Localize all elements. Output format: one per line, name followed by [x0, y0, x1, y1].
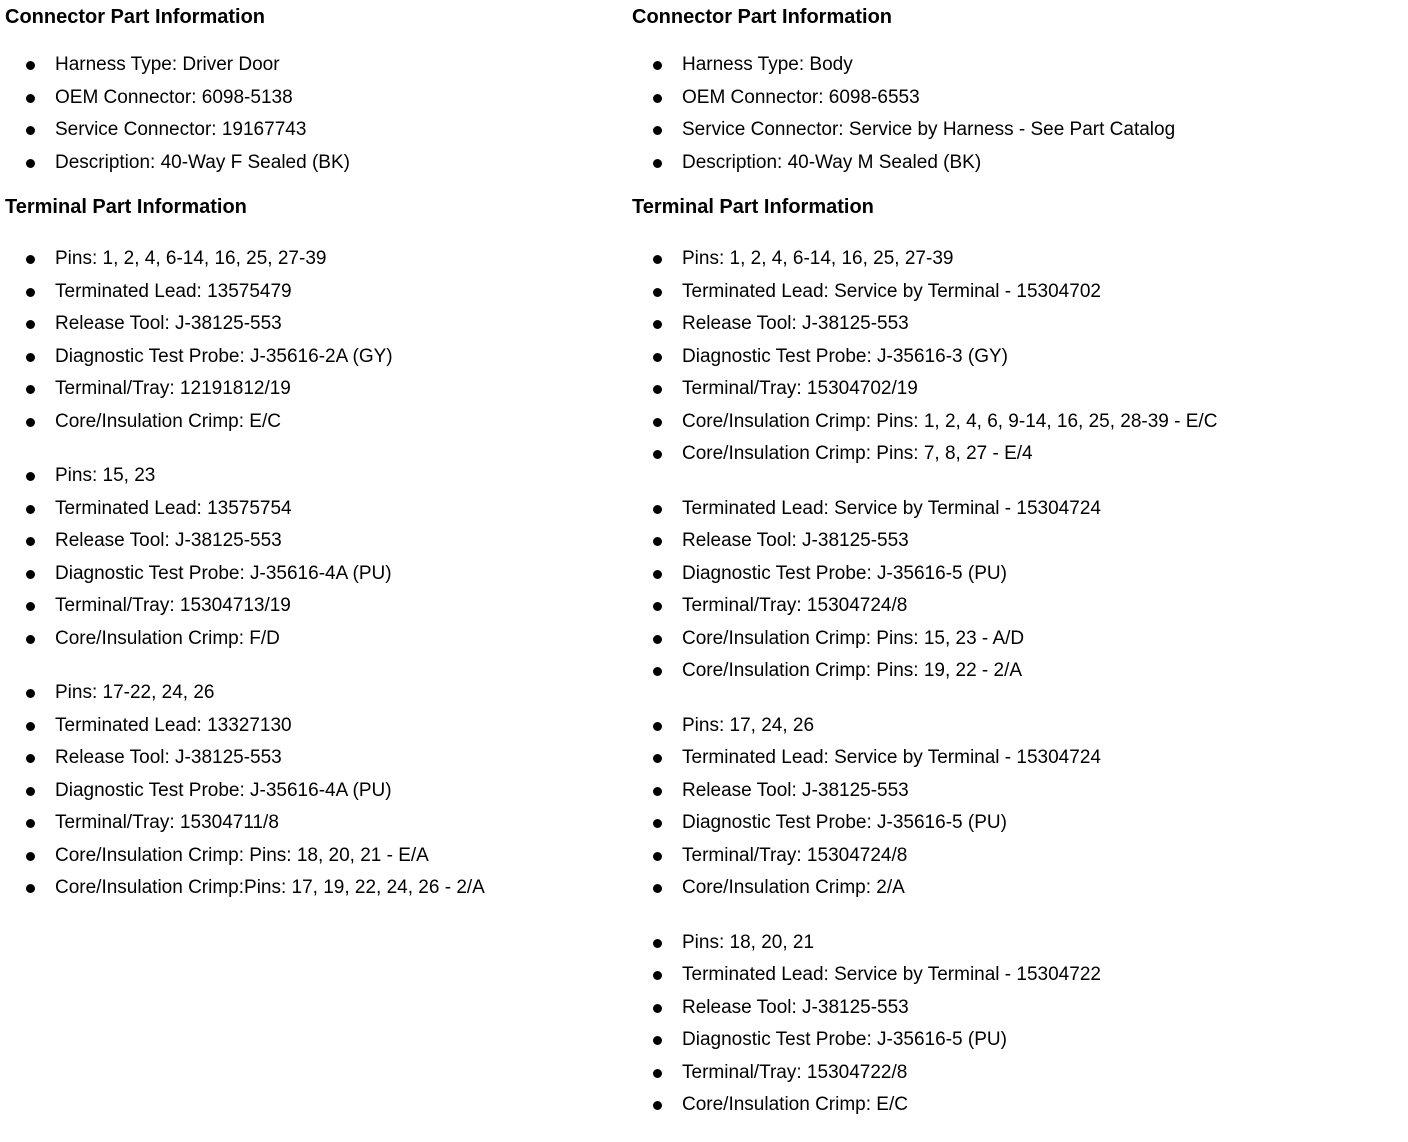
spec-item: Terminal/Tray: 12191812/19	[55, 373, 632, 406]
spec-item: Core/Insulation Crimp: F/D	[55, 623, 632, 656]
terminal-spec-group	[632, 927, 1408, 1122]
spec-item: Diagnostic Test Probe: J-35616-3 (GY)	[682, 341, 1408, 374]
spec-item: Service Connector: Service by Harness - See Part Catalog	[682, 114, 1408, 147]
spec-item: Terminated Lead: Service by Terminal - 15304724	[682, 742, 1408, 775]
spec-item: Terminal/Tray: 15304702/19	[682, 373, 1408, 406]
left-column	[5, 5, 632, 905]
spec-item: Diagnostic Test Probe: J-35616-5 (PU)	[682, 807, 1408, 840]
spec-item: Diagnostic Test Probe: J-35616-5 (PU)	[682, 558, 1408, 591]
terminal-part-information-heading: Terminal Part Information	[632, 196, 874, 218]
connector-spec-list	[5, 49, 632, 179]
spec-item: Description: 40-Way M Sealed (BK)	[682, 147, 1408, 180]
connector-spec-list	[632, 49, 1408, 179]
terminal-spec-group	[632, 243, 1408, 471]
connector-part-information-heading: Connector Part Information	[5, 6, 266, 28]
spec-item: OEM Connector: 6098-5138	[55, 82, 632, 115]
spec-item: Core/Insulation Crimp: E/C	[682, 1089, 1408, 1122]
spec-item: Release Tool: J-38125-553	[682, 775, 1408, 808]
spec-item: Terminated Lead: Service by Terminal - 15304702	[682, 276, 1408, 309]
terminal-part-information-heading: Terminal Part Information	[5, 196, 247, 218]
spec-item: Terminal/Tray: 15304722/8	[682, 1057, 1408, 1090]
spec-item: Core/Insulation Crimp: Pins: 18, 20, 21 - E/A	[55, 840, 632, 873]
spec-item: Pins: 17-22, 24, 26	[55, 677, 632, 710]
spec-item: Description: 40-Way F Sealed (BK)	[55, 147, 632, 180]
spec-item: Diagnostic Test Probe: J-35616-2A (GY)	[55, 341, 632, 374]
spec-item: Terminal/Tray: 15304711/8	[55, 807, 632, 840]
spec-item: Service Connector: 19167743	[55, 114, 632, 147]
spec-item: Diagnostic Test Probe: J-35616-4A (PU)	[55, 558, 632, 591]
spec-item: Core/Insulation Crimp: 2/A	[682, 872, 1408, 905]
terminal-spec-group	[5, 677, 632, 905]
spec-item: Terminal/Tray: 15304724/8	[682, 590, 1408, 623]
spec-item: Core/Insulation Crimp:Pins: 17, 19, 22, 24, 26 - 2/A	[55, 872, 632, 905]
spec-item: Release Tool: J-38125-553	[682, 308, 1408, 341]
spec-item: Pins: 15, 23	[55, 460, 632, 493]
spec-item: Release Tool: J-38125-553	[55, 742, 632, 775]
spec-item: Terminated Lead: 13575479	[55, 276, 632, 309]
spec-item: Terminated Lead: 13575754	[55, 493, 632, 526]
spec-item: Diagnostic Test Probe: J-35616-5 (PU)	[682, 1024, 1408, 1057]
spec-item: Core/Insulation Crimp: Pins: 1, 2, 4, 6, 9-14, 16, 25, 28-39 - E/C	[682, 406, 1408, 439]
spec-item: Release Tool: J-38125-553	[682, 992, 1408, 1025]
spec-item: Core/Insulation Crimp: Pins: 15, 23 - A/D	[682, 623, 1408, 656]
spec-item: Terminal/Tray: 15304713/19	[55, 590, 632, 623]
spec-item: Pins: 17, 24, 26	[682, 710, 1408, 743]
spec-item: Terminal/Tray: 15304724/8	[682, 840, 1408, 873]
spec-item: Harness Type: Body	[682, 49, 1408, 82]
spec-item: Terminated Lead: Service by Terminal - 15304722	[682, 959, 1408, 992]
spec-item: Core/Insulation Crimp: Pins: 7, 8, 27 - E/4	[682, 438, 1408, 471]
spec-item: Terminated Lead: 13327130	[55, 710, 632, 743]
terminal-spec-group	[632, 493, 1408, 688]
terminal-spec-group	[5, 243, 632, 438]
connector-part-information-heading: Connector Part Information	[632, 6, 893, 28]
spec-item: Terminated Lead: Service by Terminal - 15304724	[682, 493, 1408, 526]
spec-item: Pins: 1, 2, 4, 6-14, 16, 25, 27-39	[682, 243, 1408, 276]
spec-item: Release Tool: J-38125-553	[682, 525, 1408, 558]
spec-item: Release Tool: J-38125-553	[55, 308, 632, 341]
spec-item: Core/Insulation Crimp: E/C	[55, 406, 632, 439]
spec-item: Harness Type: Driver Door	[55, 49, 632, 82]
terminal-spec-group	[5, 460, 632, 655]
spec-item: OEM Connector: 6098-6553	[682, 82, 1408, 115]
spec-item: Pins: 1, 2, 4, 6-14, 16, 25, 27-39	[55, 243, 632, 276]
spec-item: Diagnostic Test Probe: J-35616-4A (PU)	[55, 775, 632, 808]
spec-item: Core/Insulation Crimp: Pins: 19, 22 - 2/A	[682, 655, 1408, 688]
terminal-spec-group	[632, 710, 1408, 905]
spec-item: Release Tool: J-38125-553	[55, 525, 632, 558]
spec-item: Pins: 18, 20, 21	[682, 927, 1408, 960]
right-column	[632, 5, 1408, 1122]
